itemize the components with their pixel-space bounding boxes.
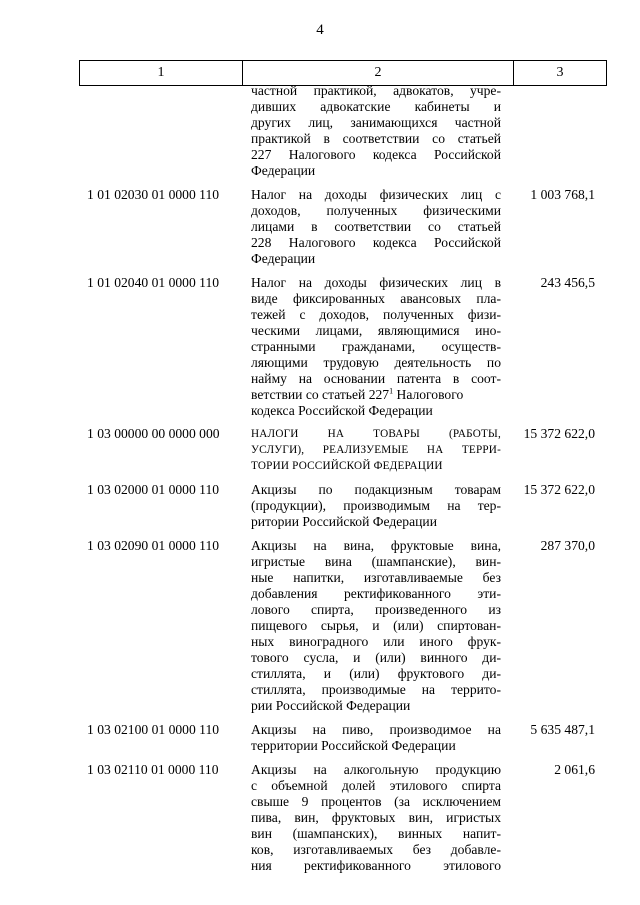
desc-line: тежей с доходов, полученных физи- (251, 307, 501, 322)
row-amount: 287 370,0 (540, 538, 595, 553)
row-amount: 5 635 487,1 (530, 722, 595, 737)
desc-line: свыше 9 процентов (за исключением (251, 794, 501, 809)
row-code: 1 03 02000 01 0000 110 (87, 482, 220, 497)
header-col-3: 3 (556, 65, 564, 80)
desc-line: Акцизы по подакцизным товарам (251, 482, 501, 497)
header-col-1: 1 (80, 61, 243, 85)
row-description (251, 538, 501, 714)
table-row (79, 426, 607, 474)
row-code: 1 03 02090 01 0000 110 (87, 538, 220, 553)
desc-line: УСЛУГИ), РЕАЛИЗУЕМЫЕ НА ТЕРРИ- (251, 444, 501, 456)
desc-line: ния ректификованного этилового (251, 858, 501, 873)
row-amount: 2 061,6 (554, 762, 595, 777)
desc-line: странными гражданами, осуществ- (251, 339, 501, 354)
desc-line: пищевого сырья, и (или) спиртован- (251, 618, 501, 633)
desc-line: Налог на доходы физических лиц в (251, 275, 501, 290)
table-row (79, 482, 607, 530)
desc-line: Акцизы на вина, фруктовые вина, (251, 538, 501, 553)
desc-line: ТОРИИ РОССИЙСКОЙ ФЕДЕРАЦИИ (251, 460, 443, 472)
desc-line: ляющими трудовую деятельность по (251, 355, 501, 370)
desc-line: игристые вина (шампанские), вин- (251, 554, 501, 569)
row-description (251, 426, 501, 474)
desc-line: стиллята, и (или) фруктового ди- (251, 666, 501, 681)
desc-line: виде фиксированных авансовых пла- (251, 291, 501, 306)
desc-line: лицами в соответствии со статьей (251, 219, 501, 234)
row-code: 1 01 02040 01 0000 110 (87, 275, 220, 290)
desc-line-text: ветствии со статьей 227 (251, 387, 390, 402)
desc-line: ков, изготавливаемых без добавле- (251, 842, 501, 857)
desc-line: практикой в соответствии со статьей (251, 131, 501, 146)
desc-line: стиллята, производимые на террито- (251, 682, 501, 697)
desc-line: частной практикой, адвокатов, учре- (251, 83, 501, 98)
row-amount: 243 456,5 (540, 275, 595, 290)
row-description (251, 722, 501, 754)
desc-line: ческими лицами, являющимися ино- (251, 323, 501, 338)
desc-line: пива, вин, фруктовых вин, игристых (251, 810, 501, 825)
row-description (251, 762, 501, 874)
desc-line: лового спирта, произведенного из (251, 602, 501, 617)
desc-line: территории Российской Федерации (251, 738, 456, 753)
desc-line: Акцизы на пиво, производимое на (251, 722, 501, 737)
row-description (251, 83, 501, 179)
row-code: 1 01 02030 01 0000 110 (87, 187, 220, 202)
desc-line: Федерации (251, 163, 316, 178)
desc-line: вин (шампанских), винных напит- (251, 826, 501, 841)
row-code: 1 03 00000 00 0000 000 (87, 426, 220, 441)
row-description (251, 275, 501, 419)
desc-line: добавления ректификованного эти- (251, 586, 501, 601)
header-col-2: 2 (243, 61, 514, 85)
row-code: 1 03 02100 01 0000 110 (87, 722, 220, 737)
desc-line: тового сусла, и (или) винного ди- (251, 650, 501, 665)
table-row (79, 538, 607, 714)
table-row (79, 762, 607, 874)
desc-line: ные напитки, изготавливаемые без (251, 570, 501, 585)
table-row (79, 187, 607, 267)
row-description (251, 482, 501, 530)
footnote-marker: 1 (389, 386, 394, 396)
page-number: 4 (316, 22, 324, 38)
table-row (79, 275, 607, 419)
desc-line: НАЛОГИ НА ТОВАРЫ (РАБОТЫ, (251, 428, 501, 440)
row-amount: 15 372 622,0 (523, 482, 595, 497)
desc-line: ритории Российской Федерации (251, 514, 437, 529)
desc-line-tail: Налогового (393, 387, 464, 402)
desc-line: доходов, полученных физическими (251, 203, 501, 218)
desc-line: Акцизы на алкогольную продукцию (251, 762, 501, 777)
desc-line: рии Российской Федерации (251, 698, 411, 713)
desc-line: Федерации (251, 251, 316, 266)
desc-line: ных виноградного или иного фрук- (251, 634, 501, 649)
desc-line: (продукции), производимым на тер- (251, 498, 501, 513)
desc-line: других лиц, занимающихся частной (251, 115, 501, 130)
desc-line: найму на основании патента в соот- (251, 371, 501, 386)
row-amount: 15 372 622,0 (523, 426, 595, 441)
desc-line: 227 Налогового кодекса Российской (251, 147, 501, 162)
row-code (79, 83, 241, 179)
table-row (79, 722, 607, 754)
desc-line: Налог на доходы физических лиц с (251, 187, 501, 202)
table-row (79, 83, 607, 179)
desc-line: кодекса Российской Федерации (251, 403, 433, 418)
row-description (251, 187, 501, 267)
table-body (79, 83, 607, 874)
row-code: 1 03 02110 01 0000 110 (87, 762, 219, 777)
row-amount (501, 83, 607, 179)
desc-line: дивших адвокатские кабинеты и (251, 99, 501, 114)
desc-line: 228 Налогового кодекса Российской (251, 235, 501, 250)
desc-line: с объемной долей этилового спирта (251, 778, 501, 793)
row-amount: 1 003 768,1 (530, 187, 595, 202)
desc-line (251, 387, 501, 403)
